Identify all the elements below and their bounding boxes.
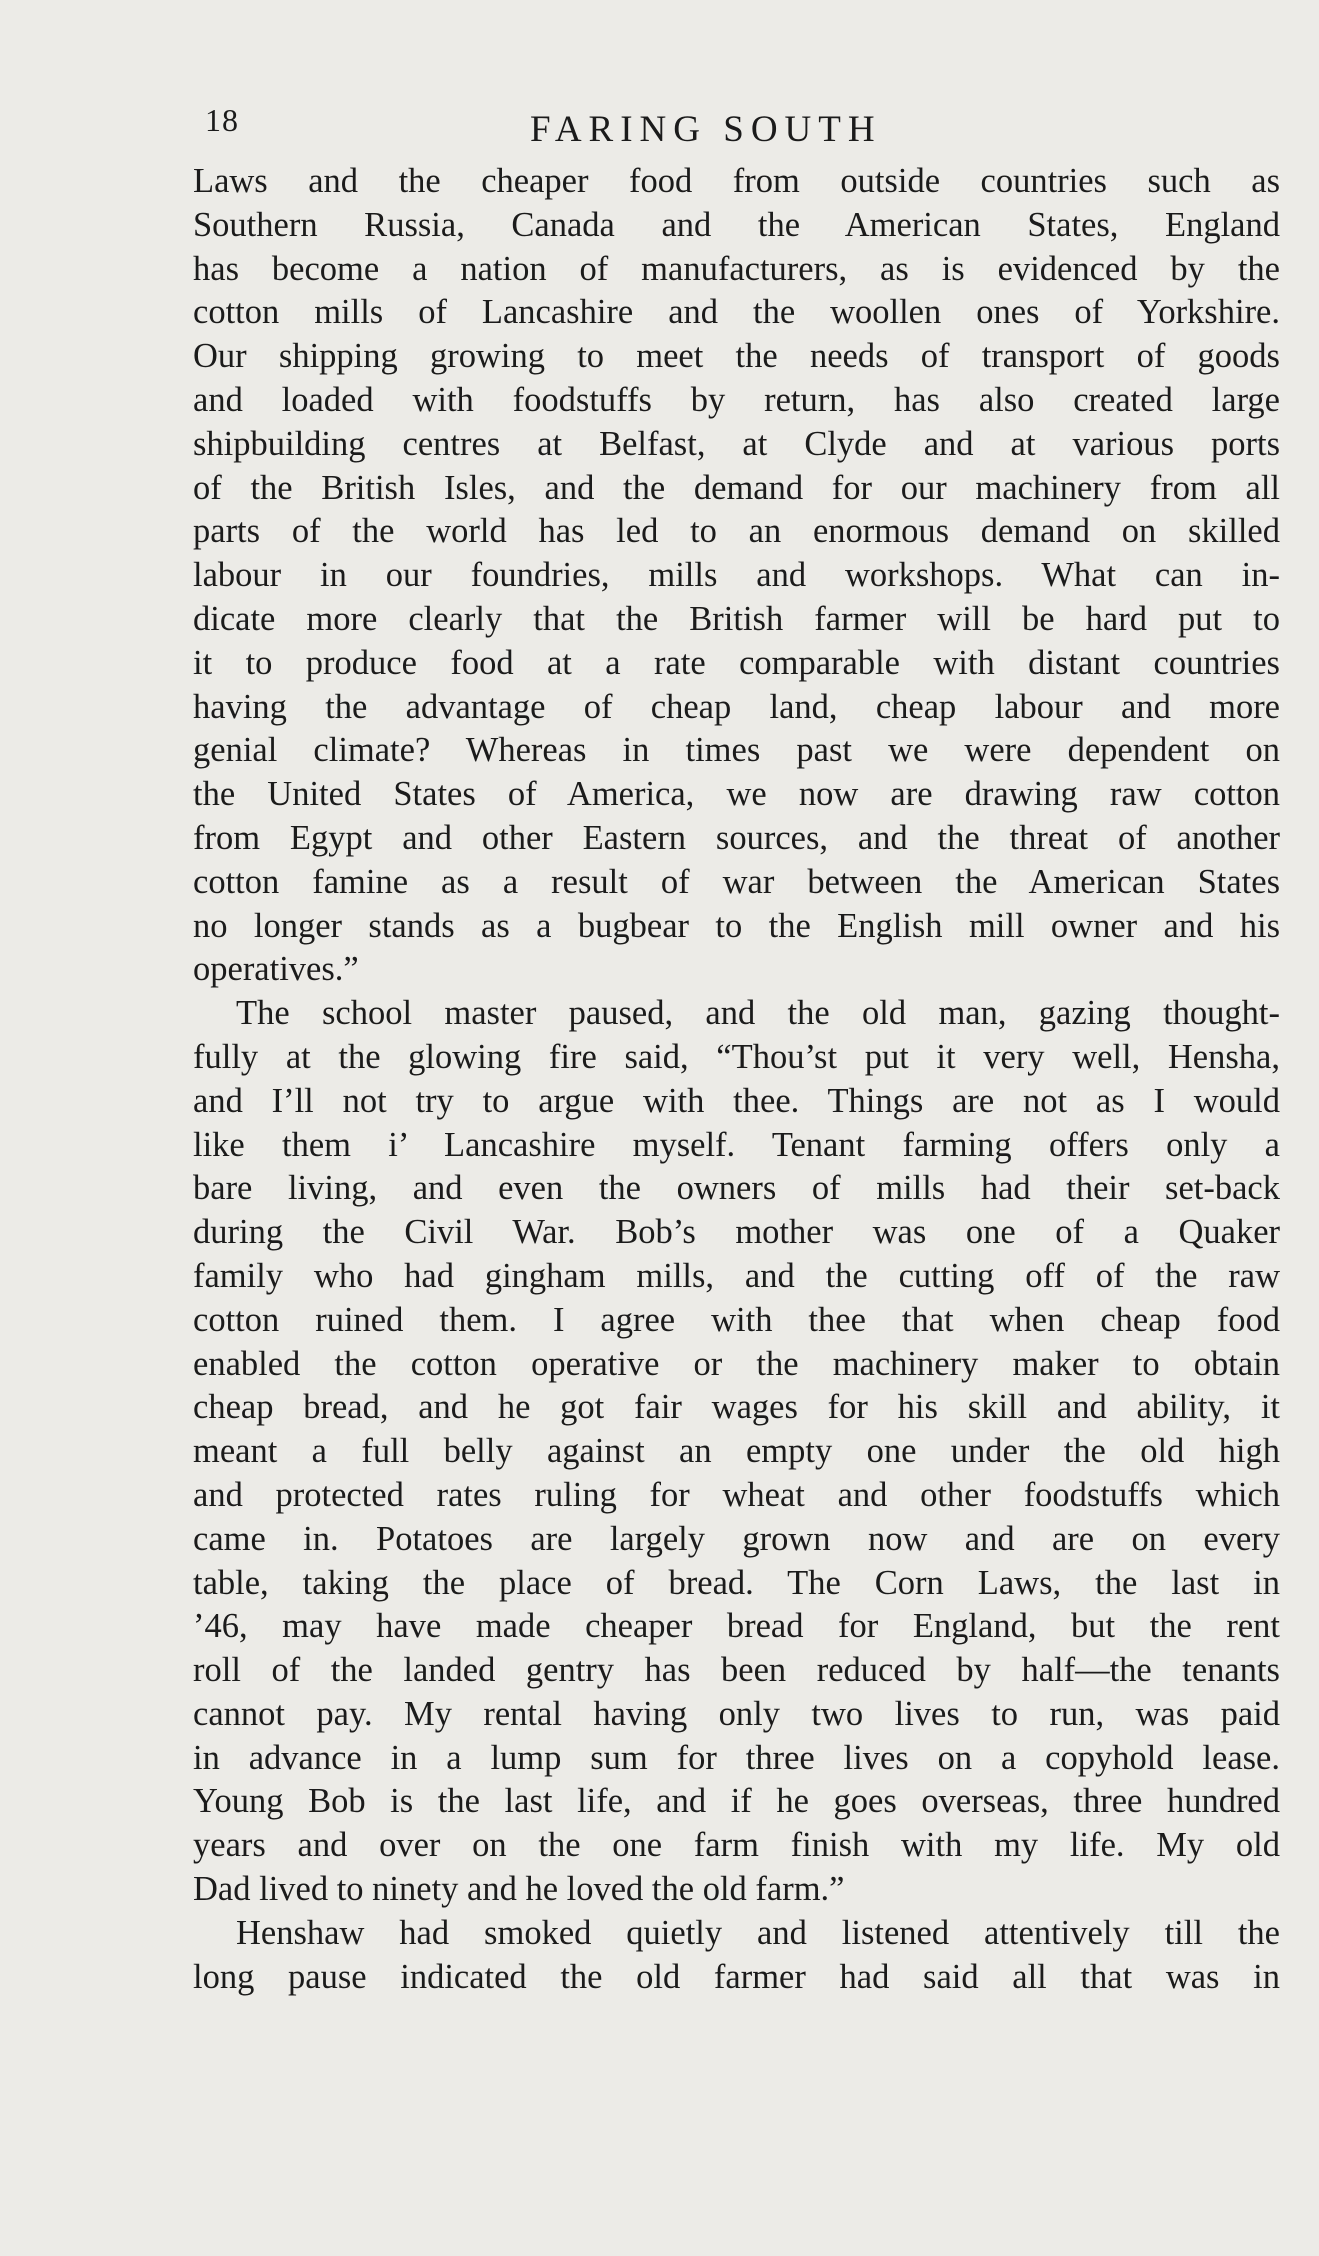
text-line: years and over on the one farm finish with my life. My old	[193, 1826, 1280, 1865]
text-line: Our shipping growing to meet the needs of transport of goods	[193, 337, 1280, 376]
text-line: has become a nation of manufacturers, as is evidenced by the	[193, 249, 1280, 288]
text-line: of the British Isles, and the demand for our machinery from all	[193, 468, 1280, 507]
text-line: and I’ll not try to argue with thee. Things are not as I would	[193, 1081, 1280, 1120]
text-line: meant a full belly against an empty one under the old high	[193, 1432, 1280, 1471]
text-line: cheap bread, and he got fair wages for his skill and ability, it	[193, 1388, 1280, 1427]
paragraph	[193, 160, 1280, 992]
text-line: parts of the world has led to an enormous demand on skilled	[193, 512, 1280, 551]
text-line: roll of the landed gentry has been reduced by half—the tenants	[193, 1651, 1280, 1690]
text-line: cannot pay. My rental having only two lives to run, was paid	[193, 1694, 1280, 1733]
body-text	[193, 160, 1280, 1999]
text-line: dicate more clearly that the British farmer will be hard put to	[193, 599, 1280, 638]
text-line: Southern Russia, Canada and the American States, England	[193, 205, 1280, 244]
text-line: labour in our foundries, mills and workshops. What can in-	[193, 556, 1280, 595]
text-line: The school master paused, and the old man, gazing thought-	[236, 994, 1280, 1033]
text-line: and protected rates ruling for wheat and other foodstuffs which	[193, 1475, 1280, 1514]
text-line: family who had gingham mills, and the cutting off of the raw	[193, 1256, 1280, 1295]
text-line: cotton mills of Lancashire and the woollen ones of Yorkshire.	[193, 293, 1280, 332]
text-line: cotton famine as a result of war between the American States	[193, 862, 1280, 901]
text-line: genial climate? Whereas in times past we were dependent on	[193, 731, 1280, 770]
text-line: enabled the cotton operative or the machinery maker to obtain	[193, 1344, 1280, 1383]
text-line: the United States of America, we now are drawing raw cotton	[193, 775, 1280, 814]
text-line: Young Bob is the last life, and if he goes overseas, three hundred	[193, 1782, 1280, 1821]
text-line: fully at the glowing fire said, “Thou’st put it very well, Hensha,	[193, 1037, 1280, 1076]
text-line: cotton ruined them. I agree with thee that when cheap food	[193, 1300, 1280, 1339]
paragraph	[193, 992, 1280, 1912]
running-title: FARING SOUTH	[530, 109, 882, 150]
text-line: it to produce food at a rate comparable with distant countries	[193, 643, 1280, 682]
text-line: bare living, and even the owners of mills had their set-back	[193, 1169, 1280, 1208]
text-line: long pause indicated the old farmer had said all that was in	[193, 1957, 1280, 1996]
text-line: during the Civil War. Bob’s mother was one of a Quaker	[193, 1213, 1280, 1252]
text-line: Dad lived to ninety and he loved the old farm.”	[193, 1870, 845, 1909]
text-line: and loaded with foodstuffs by return, has also created large	[193, 380, 1280, 419]
paragraph	[193, 1912, 1280, 2000]
text-line: table, taking the place of bread. The Corn Laws, the last in	[193, 1563, 1280, 1602]
text-line: having the advantage of cheap land, cheap labour and more	[193, 687, 1280, 726]
text-line: Henshaw had smoked quietly and listened attentively till the	[236, 1913, 1280, 1952]
text-line: from Egypt and other Eastern sources, and the threat of another	[193, 818, 1280, 857]
text-line: shipbuilding centres at Belfast, at Clyde and at various ports	[193, 424, 1280, 463]
text-line: operatives.”	[193, 950, 359, 989]
text-line: Laws and the cheaper food from outside countries such as	[193, 162, 1280, 200]
text-line: like them i’ Lancashire myself. Tenant farming offers only a	[193, 1125, 1280, 1164]
text-line: no longer stands as a bugbear to the English mill owner and his	[193, 906, 1280, 945]
text-line: in advance in a lump sum for three lives on a copyhold lease.	[193, 1738, 1280, 1777]
text-line: ’46, may have made cheaper bread for England, but the rent	[193, 1607, 1280, 1646]
page-number: 18	[205, 102, 239, 138]
text-line: came in. Potatoes are largely grown now and are on every	[193, 1519, 1280, 1558]
